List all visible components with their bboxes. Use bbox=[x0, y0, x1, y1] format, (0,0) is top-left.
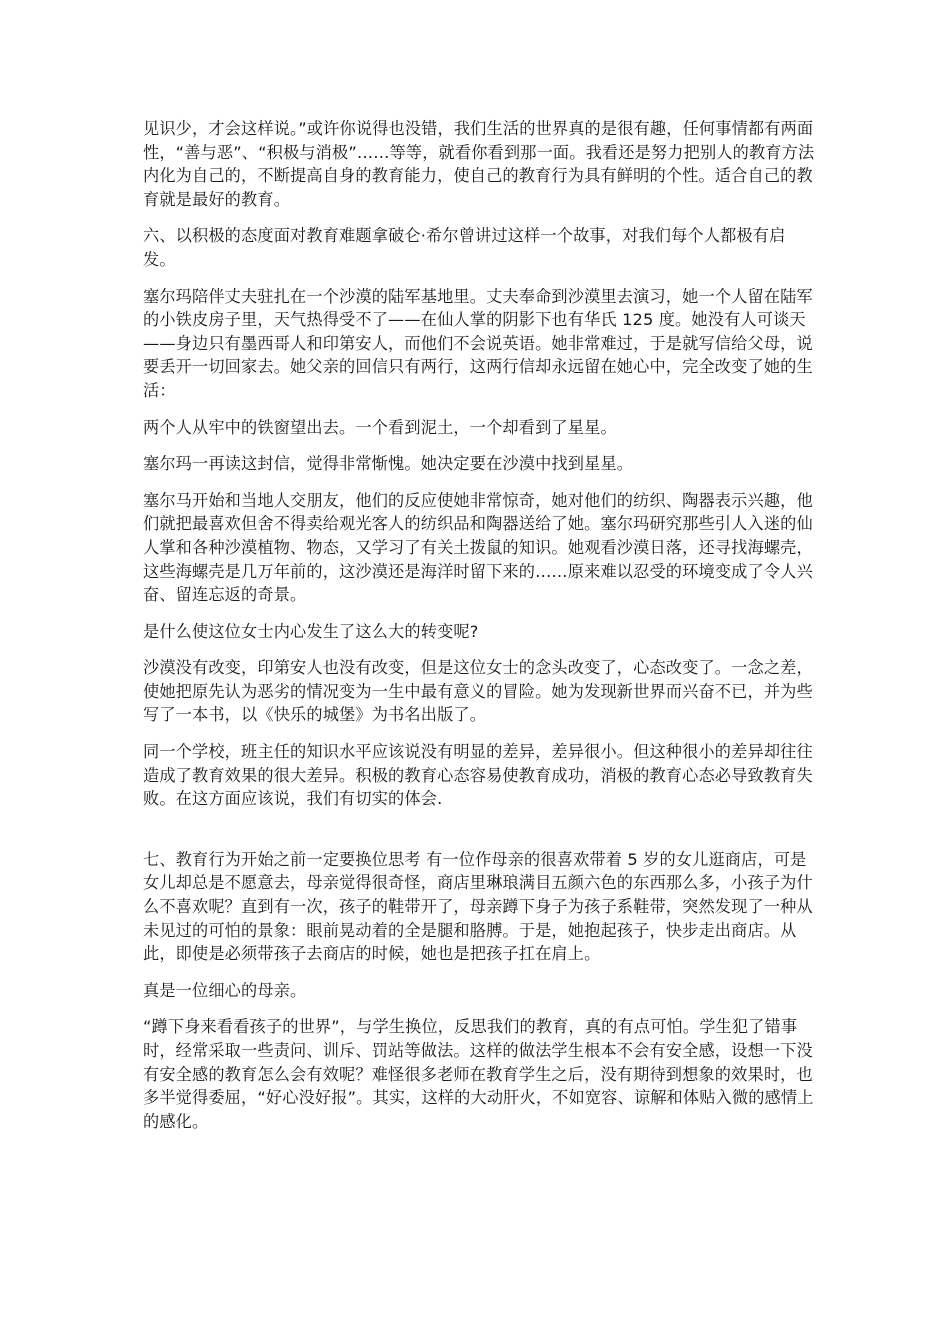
section-seven-paragraph: 七、教育行为开始之前一定要换位思考 有一位作母亲的很喜欢带着 5 岁的女儿逛商店，可是女儿却总是不愿意去，母亲觉得很奇怪，商店里琳琅满目五颜六色的东西那么多，小孩子为什么不喜欢呢？直到有一次，孩子的鞋带开了，母亲蹲下身子为孩子系鞋带，突然发现了一种从未见过的可怕的景象：眼前晃动着的全是腿和胳膊。于是，她抱起孩子，快步走出商店。从此，即使是必须带孩子去商店的时候，她也是把孩子扛在肩上。 bbox=[143, 849, 813, 964]
paragraph-selma-story: 塞尔玛陪伴丈夫驻扎在一个沙漠的陆军基地里。丈夫奉命到沙漠里去演习，她一个人留在陆军的小铁皮房子里，天气热得受不了——在仙人掌的阴影下也有华氏 125 度。她没有人可谈天——身边只有墨西哥人和印第安人，而他们不会说英语。她非常难过，于是就写信给父母，说要丢开一切回家去。她父亲的回信只有两行，这两行信却永远留在她心中，完全改变了她的生活： bbox=[143, 286, 813, 400]
paragraph-careful-mother: 真是一位细心的母亲。 bbox=[143, 980, 307, 1000]
paragraph-intro-ending: 见识少，才会这样说。”或许你说得也没错，我们生活的世界真的是很有趣，任何事情都有两面性，“善与恶”、“积极与消极”……等等，就看你看到那一面。我看还是努力把别人的教育方法内化为自己的，不断提高自身的教育能力，使自己的教育行为具有鲜明的个性。适合自己的教育就是最好的教育。 bbox=[143, 119, 815, 209]
paragraph-answer: 沙漠没有改变，印第安人也没有改变，但是这位女士的念头改变了，心态改变了。一念之差，使她把原先认为恶劣的情况变为一生中最有意义的冒险。她为发现新世界而兴奋不已，并为些写了一本书，以《快乐的城堡》为书名出版了。 bbox=[143, 658, 813, 725]
document-page bbox=[143, 117, 815, 1146]
paragraph-child-world: “蹲下身来看看孩子的世界”，与学生换位，反思我们的教育，真的有点可怕。学生犯了错事时，经常采取一些责问、训斥、罚站等做法。这样的做法学生根本不会有安全感，设想一下没有安全感的教育怎么会有效呢？难怪很多老师在教育学生之后，没有期待到想象的效果时，也多半觉得委屈，“好心没好报”。其实，这样的大动肝火，不如宽容、谅解和体贴入微的感情上的感化。 bbox=[143, 1017, 814, 1131]
section-six-heading: 六、以积极的态度面对教育难题拿破仑·希尔曾讲过这样一个故事，对我们每个人都极有启发。 bbox=[143, 226, 786, 269]
paragraph-selma-change: 塞尔马开始和当地人交朋友，他们的反应使她非常惊奇，她对他们的纺织、陶器表示兴趣，他们就把最喜欢但舍不得卖给观光客人的纺织品和陶器送给了她。塞尔玛研究那些引人入迷的仙人掌和各种沙漠植物、物态，又学习了有关土拨鼠的知识。她观看沙漠日落，还寻找海螺壳，这些海螺壳是几万年前的，这沙漠还是海洋时留下来的……原来难以忍受的环境变成了令人兴奋、留连忘返的奇景。 bbox=[143, 490, 813, 605]
paragraph-question: 是什么使这位女士内心发生了这么大的转变呢? bbox=[143, 621, 479, 641]
paragraph-letter-content: 两个人从牢中的铁窗望出去。一个看到泥土，一个却看到了星星。 bbox=[143, 417, 617, 437]
paragraph-selma-decision: 塞尔玛一再读这封信，觉得非常惭愧。她决定要在沙漠中找到星星。 bbox=[143, 454, 634, 474]
paragraph-school-comparison: 同一个学校，班主任的知识水平应该说没有明显的差异，差异很小。但这种很小的差异却往往造成了教育效果的很大差异。积极的教育心态容易使教育成功，消极的教育心态必导致教育失败。在这方面应该说，我们有切实的体会. bbox=[143, 742, 813, 809]
